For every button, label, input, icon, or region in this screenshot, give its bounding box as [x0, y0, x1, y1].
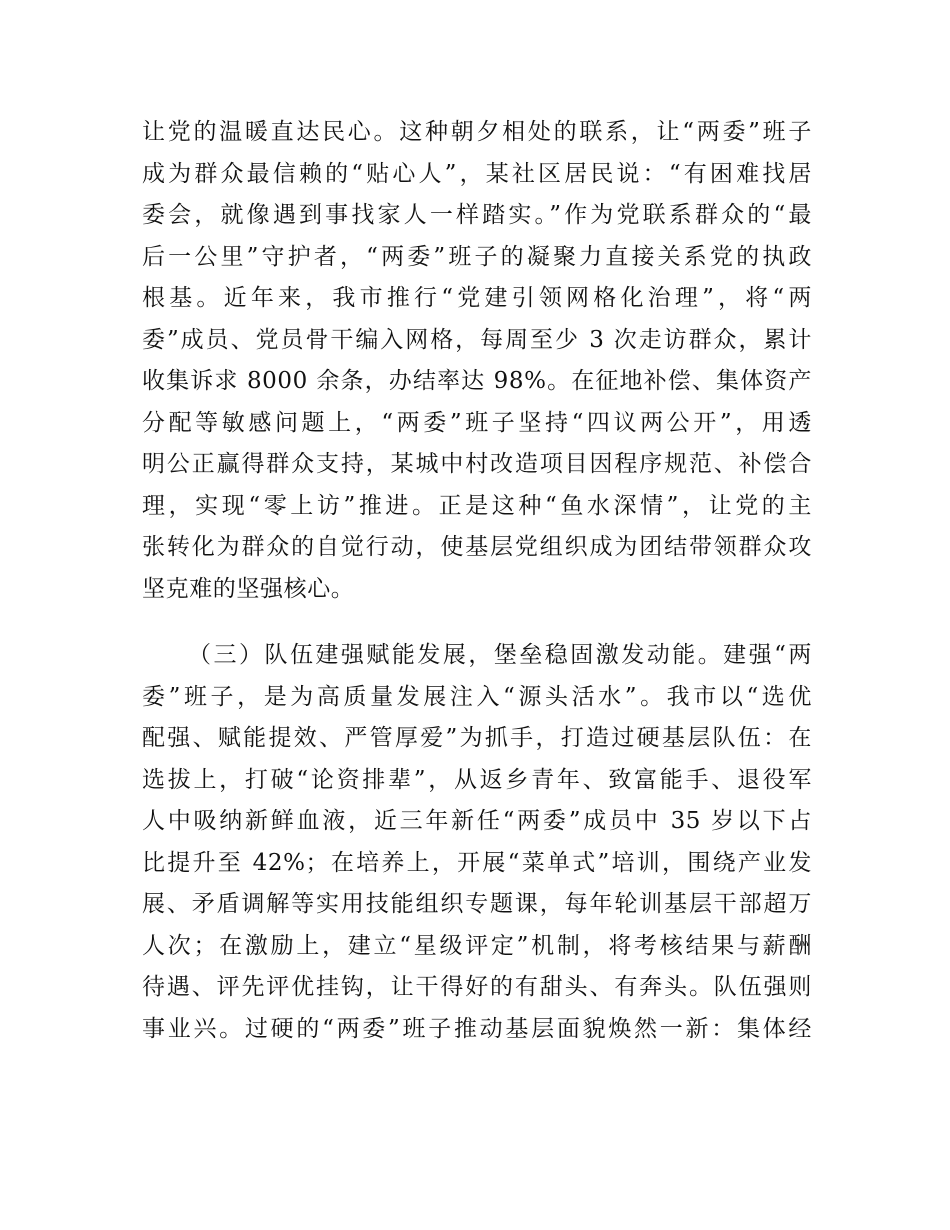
text-line: 委”成员、党员骨干编入网格，每周至少 3 次走访群众，累计: [142, 326, 812, 353]
text-line: 人次；在激励上，建立“星级评定”机制，将考核结果与薪酬: [142, 932, 812, 959]
text-line: 选拔上，打破“论资排辈”，从返乡青年、致富能手、退役军: [142, 766, 812, 793]
text-line: 让党的温暖直达民心。这种朝夕相处的联系，让“两委”班子: [142, 119, 812, 145]
text-line: 事业兴。过硬的“两委”班子推动基层面貌焕然一新：集体经: [142, 1015, 812, 1042]
text-line: 分配等敏感问题上，“两委”班子坚持“四议两公开”，用透: [142, 409, 812, 436]
text-line: 坚克难的坚强核心。: [142, 575, 355, 602]
text-line: 待遇、评先评优挂钩，让干得好的有甜头、有奔头。队伍强则: [142, 974, 812, 1000]
text-line: 人中吸纳新鲜血液，近三年新任“两委”成员中 35 岁以下占: [142, 808, 812, 834]
text-line: 委”班子，是为高质量发展注入“源头活水”。我市以“选优: [142, 683, 812, 710]
text-line: 成为群众最信赖的“贴心人”，某社区居民说：“有困难找居: [142, 160, 812, 187]
text-line: 根基。近年来，我市推行“党建引领网格化治理”，将“两: [142, 285, 812, 311]
paragraph-spacer: [142, 610, 812, 635]
text-line: 张转化为群众的自觉行动，使基层党组织成为团结带领群众攻: [142, 534, 812, 560]
section-heading-line: （三）队伍建强赋能发展，堡垒稳固激发动能。建强“两: [188, 642, 812, 668]
text-line: 收集诉求 8000 余条，办结率达 98%。在征地补偿、集体资产: [142, 368, 812, 394]
text-line: 明公正赢得群众支持，某城中村改造项目因程序规范、补偿合: [142, 451, 812, 477]
text-line: 委会，就像遇到事找家人一样踏实。”作为党联系群众的“最: [142, 202, 812, 228]
text-line: 理，实现“零上访”推进。正是这种“鱼水深情”，让党的主: [142, 492, 812, 519]
text-line: 配强、赋能提效、严管厚爱”为抓手，打造过硬基层队伍：在: [142, 725, 812, 751]
paragraph-team-building: [142, 635, 812, 1050]
text-line: 比提升至 42%；在培养上，开展“菜单式”培训，围绕产业发: [142, 849, 812, 876]
text-line: 展、矛盾调解等实用技能组织专题课，每年轮训基层干部超万: [142, 891, 812, 917]
document-body: [142, 112, 812, 1050]
text-line: 后一公里”守护者，“两委”班子的凝聚力直接关系党的执政: [142, 243, 812, 270]
paragraph-grassroots-ties: [142, 112, 812, 610]
